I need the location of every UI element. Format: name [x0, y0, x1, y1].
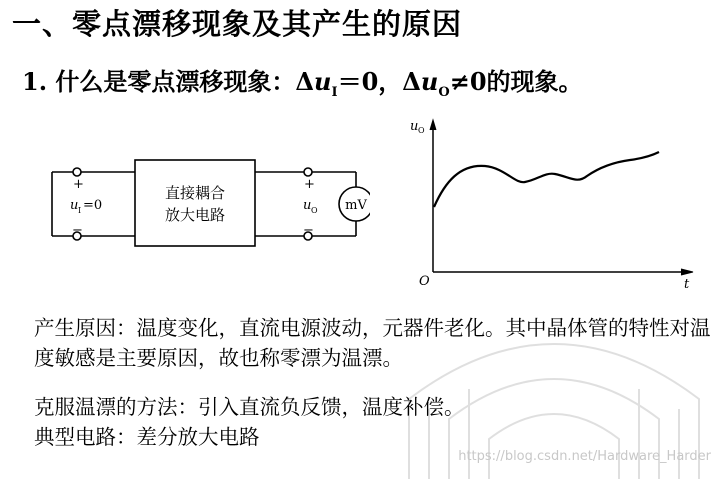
amplifier-block — [135, 160, 255, 246]
output-minus-sign: − — [303, 223, 314, 238]
var-u-output: u — [420, 67, 439, 96]
input-terminal-top — [73, 168, 81, 176]
equals-zero: ＝0， — [337, 67, 403, 96]
page-title: 一、零点漂移现象及其产生的原因 — [12, 7, 463, 41]
x-axis-arrow — [681, 269, 693, 275]
question-line — [22, 62, 583, 100]
input-minus-sign: − — [72, 223, 83, 238]
output-terminal-top — [304, 168, 312, 176]
output-voltage-subscript: O — [311, 206, 318, 215]
input-voltage-value: =0 — [83, 198, 103, 213]
subscript-output: O — [438, 84, 450, 100]
output-plus-sign: + — [304, 177, 315, 192]
input-plus-sign: + — [73, 177, 84, 192]
y-axis-label: u — [410, 119, 419, 134]
delta-symbol-2: Δ — [402, 67, 421, 96]
y-axis-arrow — [430, 120, 436, 130]
delta-symbol-1: Δ — [295, 67, 315, 96]
drift-graph — [405, 112, 700, 292]
input-voltage-label: u — [70, 198, 79, 213]
typical-circuit-paragraph: 典型电路：差分放大电路 — [34, 425, 260, 449]
source-watermark: https://blog.csdn.net/Hardware_Harder — [458, 449, 711, 464]
not-equal-zero: ≠0的现象。 — [449, 67, 583, 96]
block-label-line2: 放大电路 — [164, 206, 226, 224]
question-prefix: 1. 什么是零点漂移现象： — [22, 67, 296, 96]
remedy-paragraph: 克服温漂的方法：引入直流负反馈，温度补偿。 — [34, 395, 465, 419]
input-voltage-subscript: I — [78, 206, 82, 215]
y-axis-label-subscript: O — [418, 126, 425, 135]
block-label-line1: 直接耦合 — [164, 184, 226, 202]
circuit-diagram — [40, 150, 370, 260]
output-voltage-label: u — [303, 198, 312, 213]
meter-label: mV — [345, 198, 367, 213]
origin-label: O — [419, 274, 430, 289]
subscript-input: I — [331, 84, 338, 100]
cause-paragraph: 产生原因：温度变化，直流电源波动，元器件老化。其中晶体管的特性对温度敏感是主要原因，故也称零漂为温漂。 — [34, 316, 711, 370]
drift-curve — [434, 152, 659, 207]
x-axis-label: t — [684, 277, 690, 292]
var-u-input: u — [314, 67, 332, 96]
